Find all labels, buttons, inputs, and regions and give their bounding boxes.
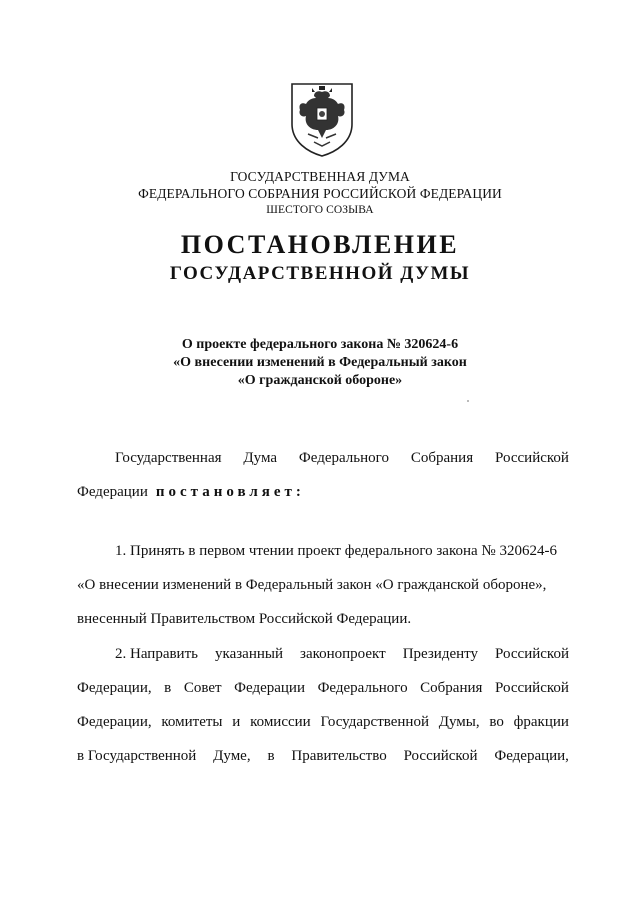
- item-2-word: Правительство: [291, 748, 387, 764]
- item-2-word: Думы,: [438, 714, 480, 730]
- item-2-word: Государственной: [320, 714, 429, 730]
- item-1-line-1: 1. Принять в первом чтении проект федерального закона № 320624-6: [115, 543, 557, 559]
- item-2-word: во: [489, 714, 504, 730]
- preamble-word: Государственная: [115, 450, 222, 466]
- item-2-word: Федерации,: [77, 714, 152, 730]
- item-2-word: и: [232, 714, 241, 730]
- preamble-word: Федерации: [77, 484, 148, 500]
- item-2-paragraph: [77, 646, 569, 782]
- item-2-word: комитеты: [161, 714, 223, 730]
- item-2-line-4: [77, 748, 569, 782]
- header-line-3: ШЕСТОГО СОЗЫВА: [266, 204, 374, 216]
- item-2-word: в Государственной: [77, 748, 197, 764]
- item-2-word: указанный: [215, 646, 283, 662]
- preamble-paragraph: [77, 450, 569, 518]
- subject-line-3: «О гражданской обороне»: [237, 373, 403, 388]
- preamble-line-1: [77, 450, 569, 484]
- item-2-line-3: [77, 714, 569, 748]
- item-2-word: Федерального: [317, 680, 408, 696]
- item-1-line-2: «О внесении изменений в Федеральный закон «О гражданской обороне»,: [77, 577, 547, 593]
- resolves-word: постановляет:: [155, 484, 305, 500]
- coat-of-arms-emblem: [288, 80, 356, 158]
- scan-speck: [467, 400, 469, 402]
- item-1-paragraph: [77, 543, 569, 645]
- item-2-word: в: [164, 680, 172, 696]
- document-subject: [0, 336, 640, 390]
- item-2-word: Федерации,: [494, 748, 569, 764]
- item-2-line-2: [77, 680, 569, 714]
- item-2-word: Собрания: [420, 680, 483, 696]
- header-line-1: ГОСУДАРСТВЕННАЯ ДУМА: [230, 169, 410, 184]
- item-2-word: Федерации: [234, 680, 305, 696]
- item-2-word: законопроект: [300, 646, 386, 662]
- subject-line-1: О проекте федерального закона № 320624-6: [181, 337, 459, 352]
- preamble-word: Российской: [495, 450, 569, 466]
- item-2-word: Российской: [495, 680, 569, 696]
- document-header: [0, 168, 640, 219]
- preamble-line-2: [77, 484, 569, 518]
- item-2-word: Президенту: [402, 646, 479, 662]
- item-2-word: Российской: [495, 646, 569, 662]
- document-title: ПОСТАНОВЛЕНИЕ: [180, 230, 460, 259]
- document-subtitle: ГОСУДАРСТВЕННОЙ ДУМЫ: [169, 263, 471, 284]
- item-2-word: комиссии: [250, 714, 311, 730]
- item-2-word: Российской: [403, 748, 478, 764]
- item-2-word: в: [267, 748, 275, 764]
- preamble-word: Дума: [243, 450, 278, 466]
- item-2-word: Думе,: [213, 748, 251, 764]
- item-2-word: Совет: [183, 680, 222, 696]
- subject-line-2: «О внесении изменений в Федеральный закон: [173, 355, 467, 370]
- item-2-line-1: [77, 646, 569, 680]
- item-2-word: фракции: [513, 714, 569, 730]
- item-1-line-3: внесенный Правительством Российской Федерации.: [77, 611, 412, 627]
- header-line-2: ФЕДЕРАЛЬНОГО СОБРАНИЯ РОССИЙСКОЙ ФЕДЕРАЦИИ: [138, 186, 502, 201]
- preamble-word: Собрания: [410, 450, 474, 466]
- preamble-word: Федерального: [298, 450, 389, 466]
- item-2-word: Федерации,: [77, 680, 152, 696]
- item-2-word: 2. Направить: [115, 646, 198, 662]
